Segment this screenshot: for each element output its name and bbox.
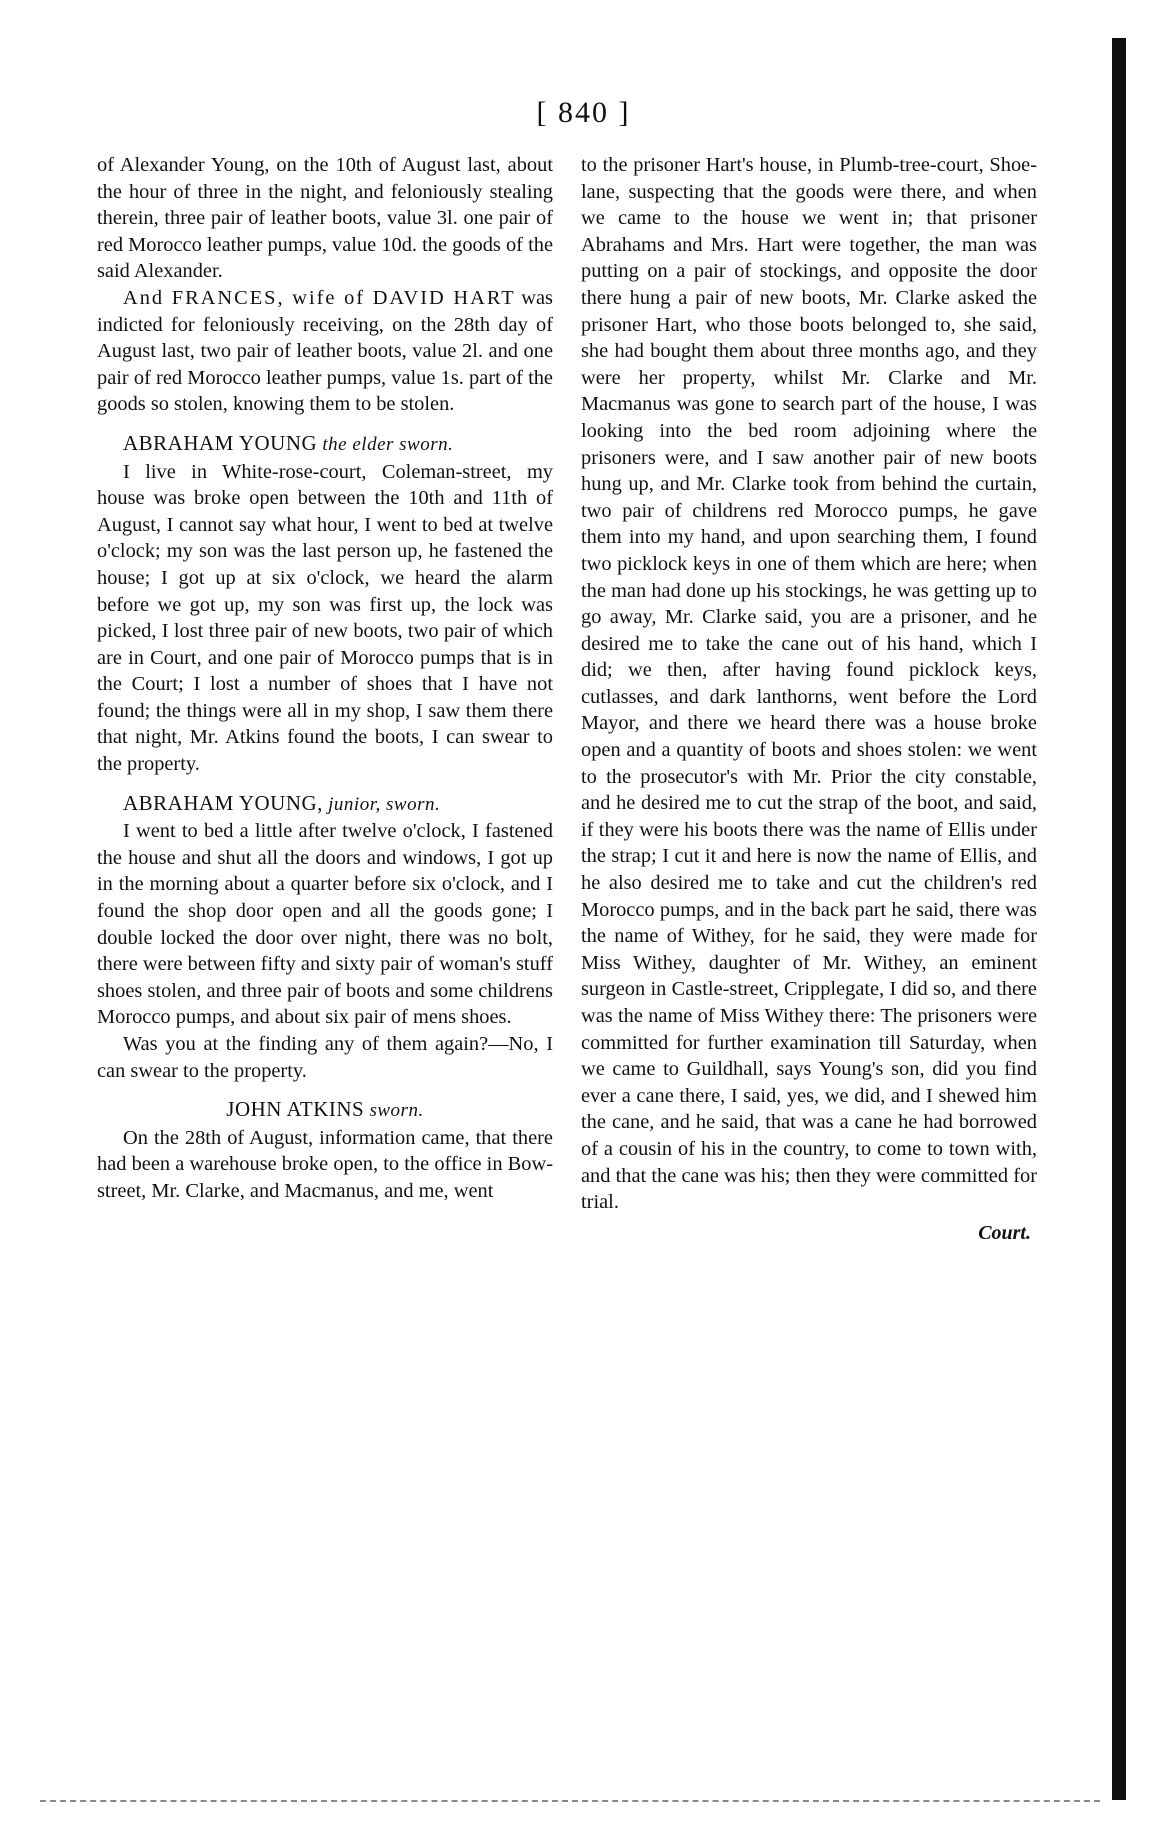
sworn-label: sworn.	[364, 1100, 424, 1122]
right-column	[581, 152, 1037, 1246]
witness-name: ABRAHAM YOUNG,	[123, 790, 323, 815]
page-number: [ 840 ]	[536, 96, 631, 129]
testimony-john-atkins-start: On the 28th of August, information came, that there had been a warehouse broke open, to the office in Bow-street, Mr. Clarke, and Macmanus, and me, went	[97, 1126, 553, 1202]
testimony-john-atkins-continued: to the prisoner Hart's house, in Plumb-tree-court, Shoe-lane, suspecting that the goods were there, and when we came to the house we went in; that prisoner Abrahams and Mrs. Hart were together, the man was putting on a pair of stockings, and opposite the door there hung a pair of new boots, Mr. Clarke asked the prisoner Hart, who those boots belonged to, she said, she had bought them about three months ago, and they were her property, whilst Mr. Clarke and Mr. Macmanus was gone to search part of the house, I was looking into the bed room adjoining where the prisoners were, and I saw another pair of new boots hung up, and Mr. Clarke took from behind the curtain, two pair of childrens red Morocco pumps, he gave them into my hand, and upon searching them, I found two picklock keys in one of them which are here; when the man had done up his stockings, he was getting up to go away, Mr. Clarke said, you are a prisoner, and he desired me to take the cane out of his hand, which I did; we then, after having found picklock keys, cutlasses, and dark lanthorns, went before the Lord Mayor, and there we heard there was a house broke open and a quantity of boots and shoes stolen: we went to the prosecutor's with Mr. Prior the city constable, and he desired me to cut the strap of the boot, and said, if they were his boots there was the name of Ellis under the strap; I cut it and here is now the name of Ellis, and he also desired me to take and cut the children's red Morocco pumps, and in the back part he said, there was the name of Withey, for he said, they were made for Miss Withey, daughter of Mr. Withey, an eminent surgeon in Castle-street, Cripplegate, I did so, and there was the name of Miss Withey there: The prisoners were committed for further examination till Saturday, when we came to Guildhall, says Young's son, did you find ever a cane there, I said, yes, we did, and I shewed him the cane, and he said, that was a cane he had borrowed of a cousin of his in the country, to come to town with, and that the cane was his; then they were committed for trial.	[581, 154, 1037, 1214]
catchword: Court.	[978, 1221, 1031, 1244]
witness-name: JOHN ATKINS	[226, 1097, 365, 1122]
witness-heading-abraham-young-elder	[97, 430, 553, 459]
witness-heading-john-atkins	[97, 1096, 553, 1125]
left-column	[97, 152, 553, 1205]
paragraph-indictment: of Alexander Young, on the 10th of August last, about the hour of three in the night, and feloniously stealing therein, three pair of leather boots, value 3l. one pair of red Morocco leather pumps, value 10d. the goods of the said Alexander.	[97, 154, 553, 283]
receiving-text: was indicted for feloniously receiving, on the 28th day of August last, two pair of leather boots, value 2l. and one pair of red Morocco leather pumps, value 1s. part of the goods so stolen, knowing them to be stolen.	[97, 286, 553, 416]
page-edge-shadow	[1112, 38, 1126, 1800]
testimony-abraham-young-elder: I live in White-rose-court, Coleman-street, my house was broke open between the 10th and 11th of August, I cannot say what hour, I went to bed at twelve o'clock; my son was the last person up, he fastened the house; I got up at six o'clock, we heard the alarm before we got up, my son was first up, the lock was picked, I lost three pair of new boots, two pair of which are in Court, and one pair of Morocco pumps that is in the Court; I lost a number of shoes that I have not found; the things were all in my shop, I saw them there that night, Mr. Atkins found the boots, I can swear to the property.	[97, 460, 553, 776]
question-answer: Was you at the finding any of them again?—No, I can swear to the property.	[97, 1033, 553, 1082]
sworn-label: junior, sworn.	[322, 793, 441, 815]
witness-name: ABRAHAM YOUNG	[123, 430, 318, 455]
scan-bottom-edge	[40, 1800, 1100, 1805]
testimony-abraham-young-junior: I went to bed a little after twelve o'clock, I fastened the house and shut all the doors and windows, I got up in the morning about a quarter before six o'clock, and I found the shop door open and all the goods gone; I double locked the door over night, there was no bolt, there were between fifty and sixty pair of woman's stuff shoes stolen, and three pair of boots and some childrens Morocco pumps, and about six pair of mens shoes.	[97, 820, 553, 1029]
witness-heading-abraham-young-junior	[97, 790, 553, 819]
sworn-label: the elder sworn.	[317, 433, 454, 455]
paragraph-receiving	[97, 285, 553, 418]
defendant-name: And FRANCES, wife of DAVID HART	[123, 286, 516, 309]
